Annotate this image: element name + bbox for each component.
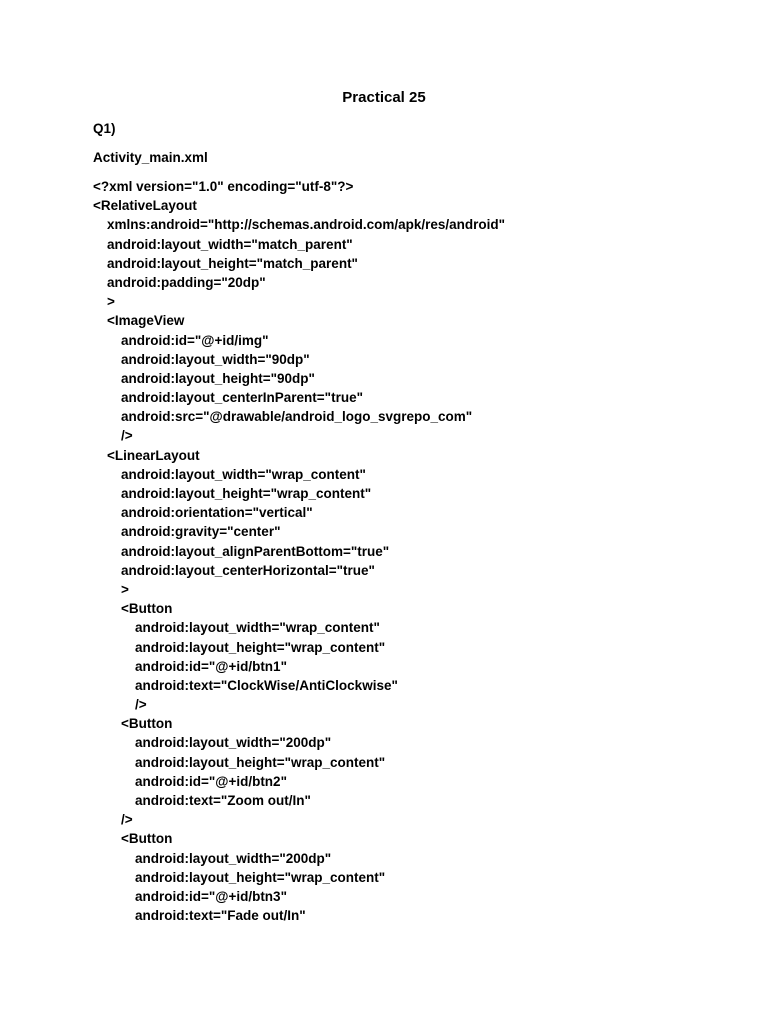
- code-line: >: [107, 294, 115, 310]
- question-label: Q1): [93, 121, 116, 136]
- code-line: android:layout_height="wrap_content": [135, 639, 386, 655]
- code-line: >: [121, 581, 129, 597]
- code-line: <Button: [121, 716, 173, 732]
- code-line: android:id="@+id/btn2": [135, 773, 287, 789]
- code-listing: [93, 177, 733, 925]
- code-line: />: [135, 697, 147, 713]
- code-line: android:layout_centerInParent="true": [121, 390, 363, 406]
- code-line: android:text="Zoom out/In": [135, 793, 311, 808]
- code-line: android:gravity="center": [121, 524, 281, 540]
- code-line: android:text="ClockWise/AntiClockwise": [135, 677, 398, 693]
- code-line: <ImageView: [107, 313, 185, 329]
- code-line: />: [121, 428, 133, 444]
- code-line: android:layout_width="200dp": [135, 735, 332, 751]
- code-line: android:id="@+id/img": [121, 332, 269, 348]
- code-line: <RelativeLayout: [93, 198, 197, 214]
- code-line: android:layout_width="90dp": [121, 351, 310, 367]
- code-line: android:layout_width="wrap_content": [121, 466, 366, 482]
- code-line: android:src="@drawable/android_logo_svgrepo_com": [121, 409, 473, 425]
- code-line: android:text="Fade out/In": [135, 908, 306, 924]
- code-line: />: [121, 812, 133, 828]
- code-line: android:id="@+id/btn1": [135, 658, 287, 674]
- page-title: Practical 25: [342, 89, 426, 106]
- file-name-label: Activity_main.xml: [93, 150, 208, 165]
- code-line: <LinearLayout: [107, 447, 200, 463]
- code-line: android:layout_height="90dp": [121, 370, 315, 386]
- code-line: android:layout_height="wrap_content": [121, 486, 372, 501]
- code-line: android:padding="20dp": [107, 274, 266, 290]
- code-line: android:layout_width="wrap_content": [135, 620, 380, 636]
- code-line: <Button: [121, 601, 173, 617]
- code-line: <Button: [121, 831, 173, 847]
- code-line: android:layout_width="match_parent": [107, 236, 353, 252]
- code-line: android:layout_width="200dp": [135, 850, 332, 866]
- code-line: xmlns:android="http://schemas.android.com/apk/res/android": [107, 217, 506, 233]
- code-line: <?xml version="1.0" encoding="utf-8"?>: [93, 179, 354, 194]
- code-line: android:orientation="vertical": [121, 505, 313, 521]
- code-line: android:layout_alignParentBottom="true": [121, 543, 390, 559]
- code-line: android:id="@+id/btn3": [135, 888, 287, 904]
- code-line: android:layout_centerHorizontal="true": [121, 562, 375, 578]
- code-line: android:layout_height="wrap_content": [135, 869, 386, 885]
- code-line: android:layout_height="wrap_content": [135, 754, 386, 770]
- code-line: android:layout_height="match_parent": [107, 255, 358, 271]
